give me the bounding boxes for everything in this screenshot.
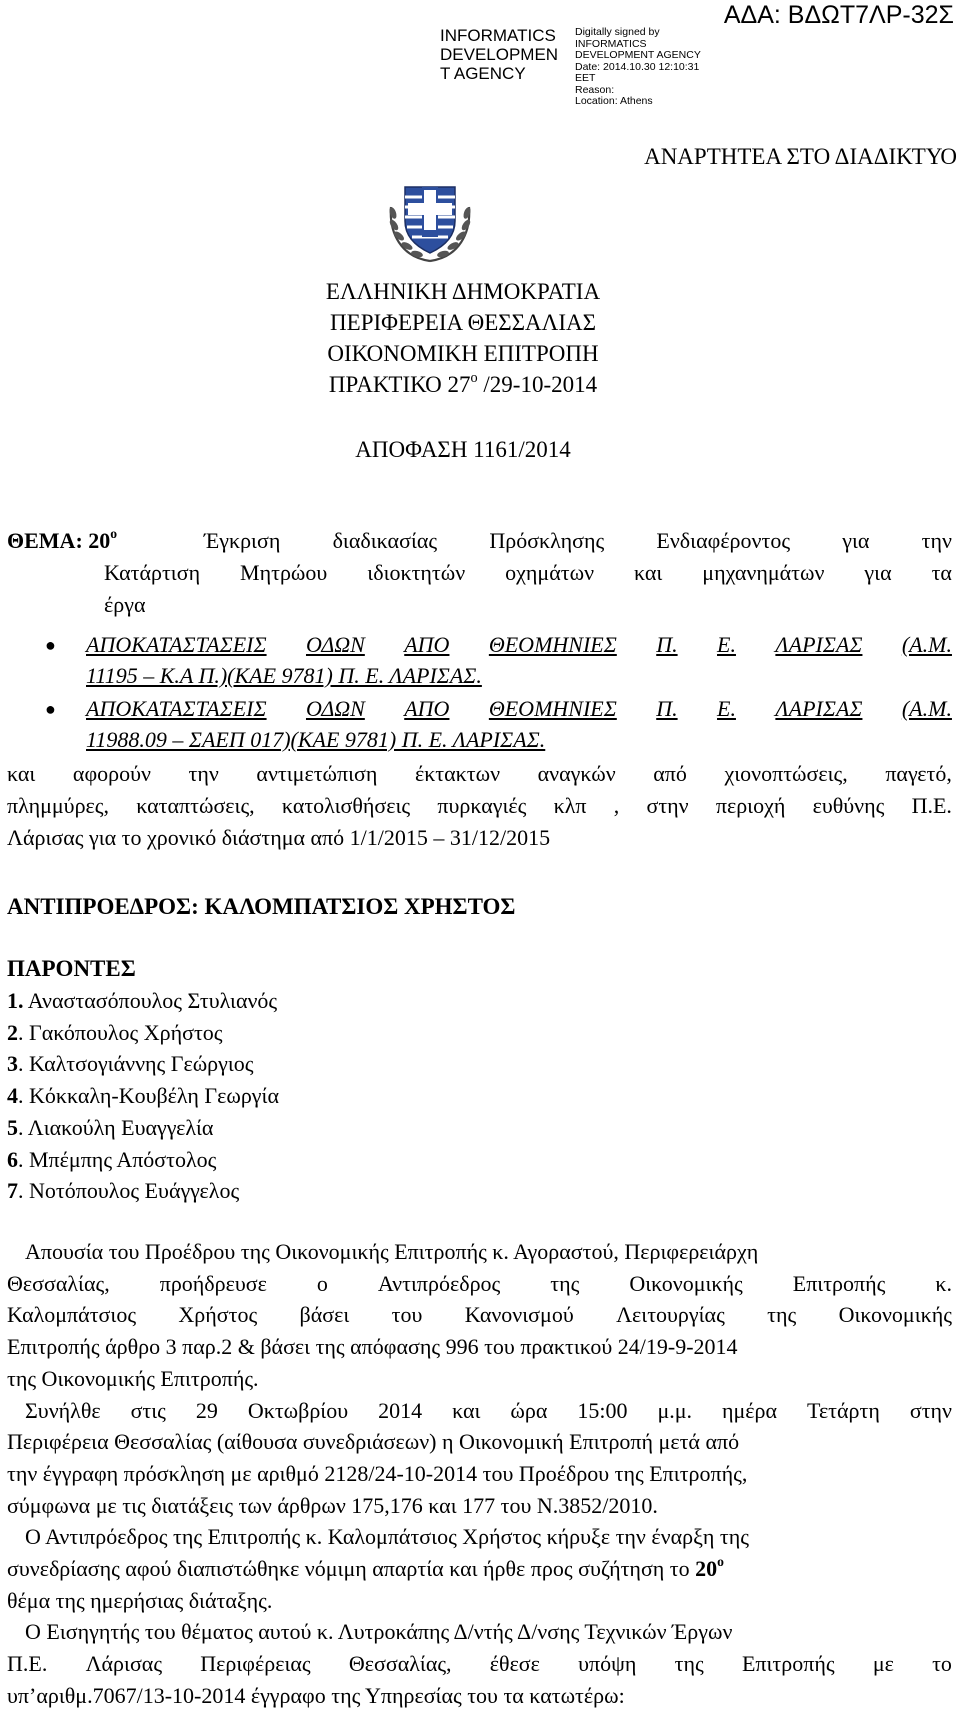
para-word: Περιφέρειας bbox=[200, 1651, 311, 1677]
member-number: 7 bbox=[7, 1178, 18, 1204]
bullet-word: ΑΠΟΚΑΤΑΣΤΑΣΕΙΣ bbox=[86, 696, 267, 721]
concern-word: πλημμύρες, bbox=[7, 793, 109, 818]
project-bullet-2 bbox=[45, 694, 952, 755]
bullet-line-1 bbox=[86, 630, 952, 661]
list-item bbox=[7, 1048, 279, 1080]
para-2-line-3: την έγγραφη πρόσκληση με αριθμό 2128/24-10-2014 του Προέδρου της Επιτροπής, bbox=[7, 1460, 748, 1486]
concern-line-1 bbox=[7, 758, 952, 790]
para-word: ο bbox=[316, 1270, 328, 1296]
signature-agency-line: T AGENCY bbox=[440, 64, 526, 83]
vice-president-heading: ΑΝΤΙΠΡΟΕΔΡΟΣ: ΚΑΛΟΜΠΑΤΣΙΟΣ ΧΡΗΣΤΟΣ bbox=[7, 894, 516, 919]
para-word: 2014 bbox=[378, 1397, 423, 1423]
para-1-line-3 bbox=[7, 1299, 952, 1331]
para-word: έθεσε bbox=[489, 1651, 540, 1677]
para-word: μ.μ. bbox=[657, 1397, 693, 1423]
para-1-line-1: Απουσία του Προέδρου της Οικονομικής Επιτροπής κ. Αγοραστού, Περιφερειάρχη bbox=[25, 1239, 759, 1264]
para-word: και bbox=[452, 1397, 481, 1423]
para-4-line-3: υπ’αριθμ.7067/13-10-2014 έγγραφο της Υπηρεσίας του τα κατωτέρω: bbox=[7, 1682, 625, 1708]
para-word: Οικονομικής bbox=[629, 1270, 743, 1296]
para-word: Π.Ε. bbox=[7, 1651, 48, 1677]
para-1-line-2 bbox=[7, 1268, 952, 1300]
para-word: το bbox=[932, 1651, 952, 1677]
member-number: 5 bbox=[7, 1114, 18, 1140]
present-heading: ΠΑΡΟΝΤΕΣ bbox=[7, 956, 136, 981]
bullet-line-1 bbox=[86, 694, 952, 725]
para-word: 15:00 bbox=[577, 1397, 628, 1423]
subject-line-3: έργα bbox=[104, 591, 146, 617]
list-item bbox=[7, 1080, 279, 1112]
para-word: 29 bbox=[195, 1397, 218, 1423]
para-3-line-3: θέμα της ημερήσιας διάταξης. bbox=[7, 1587, 273, 1613]
concern-word: ευθύνης bbox=[812, 793, 885, 818]
para-4-line-2 bbox=[7, 1648, 952, 1680]
bullet-word: Π. bbox=[656, 632, 678, 657]
concern-word: έκτακτων bbox=[414, 761, 501, 786]
subject-word: οχημάτων bbox=[505, 560, 595, 585]
para-word: Οκτωβρίου bbox=[247, 1397, 349, 1423]
member-number: 6 bbox=[7, 1146, 18, 1172]
bullet-word: Π. bbox=[656, 696, 678, 721]
para-3-line-2 bbox=[7, 1553, 952, 1585]
subject-word: μηχανημάτων bbox=[702, 560, 825, 585]
bullet-word: ΟΔΩΝ bbox=[305, 696, 365, 721]
signature-detail-line: Digitally signed by bbox=[575, 26, 660, 38]
bullet-word: ΛΑΡΙΣΑΣ bbox=[775, 632, 863, 657]
para-word: ώρα bbox=[510, 1397, 548, 1423]
para-word: κ. bbox=[935, 1270, 952, 1296]
concern-word: κλπ bbox=[553, 793, 587, 818]
bullet-word: ΘΕΟΜΗΝΙΕΣ bbox=[488, 632, 617, 657]
member-number: 1. bbox=[7, 988, 24, 1013]
concern-word: αφορούν bbox=[72, 761, 151, 786]
bullet-line-2: 11195 – Κ.Α Π.)(ΚΑΕ 9781) Π. Ε. ΛΑΡΙΣΑΣ. bbox=[86, 662, 482, 688]
member-name: . Λιακούλη Ευαγγελία bbox=[18, 1114, 214, 1140]
para-word: Οικονομικής bbox=[838, 1302, 952, 1328]
member-number: 3 bbox=[7, 1051, 18, 1077]
subject-concern-paragraph bbox=[7, 758, 952, 854]
para-word: Κανονισμού bbox=[464, 1302, 574, 1328]
concern-word: αναγκών bbox=[537, 761, 616, 786]
subject-word: Έγκριση bbox=[204, 528, 281, 553]
para-word: Επιτροπής bbox=[741, 1651, 835, 1677]
para-word: Επιτροπής bbox=[792, 1270, 886, 1296]
para-2-line-4: σύμφωνα με τις διατάξεις των άρθρων 175,176 και 177 του Ν.3852/2010. bbox=[7, 1492, 658, 1518]
concern-line-3: Λάρισας για το χρονικό διάστημα από 1/1/2015 – 31/12/2015 bbox=[7, 825, 551, 850]
para-4-line-1: Ο Εισηγητής του θέματος αυτού κ. Λυτροκάπης Δ/ντής Δ/νσης Τεχνικών Έργων bbox=[25, 1619, 733, 1645]
para-word: με bbox=[872, 1651, 894, 1677]
minutes-suffix: /29-10-2014 bbox=[477, 372, 598, 397]
concern-word: αντιμετώπιση bbox=[256, 761, 378, 786]
para-word: Καλομπάτσιος bbox=[7, 1302, 137, 1328]
signature-detail-line: EET bbox=[575, 72, 596, 84]
concern-word: από bbox=[653, 761, 687, 786]
minutes-prefix: ΠΡΑΚΤΙΚΟ 27 bbox=[328, 372, 471, 397]
bullet-word: ΛΑΡΙΣΑΣ bbox=[775, 696, 863, 721]
bullet-word: ΑΠΟ bbox=[404, 632, 450, 657]
subject-label bbox=[7, 525, 117, 557]
minutes-heading bbox=[0, 369, 926, 400]
bullet-word: ΟΔΩΝ bbox=[305, 632, 365, 657]
para-word: στις bbox=[130, 1397, 166, 1423]
online-posting-note: ΑΝΑΡΤΗΤΕΑ ΣΤΟ ΔΙΑΔΙΚΤΥΟ bbox=[644, 144, 957, 169]
concern-word: και bbox=[7, 761, 36, 786]
minutes-superscript: ο bbox=[470, 369, 478, 386]
member-name: . Καλτσογιάννης Γεώργιος bbox=[18, 1051, 254, 1077]
list-item bbox=[7, 1112, 279, 1144]
topic-number-sup: ο bbox=[717, 1554, 724, 1570]
concern-word: , bbox=[613, 793, 620, 818]
concern-word: την bbox=[188, 761, 219, 786]
signature-agency bbox=[440, 26, 575, 83]
topic-number: 20 bbox=[695, 1556, 718, 1582]
member-name: . Γακόπουλος Χρήστος bbox=[18, 1019, 223, 1045]
subject-word: για bbox=[842, 528, 870, 553]
committee-heading: ΟΙΚΟΝΟΜΙΚΗ ΕΠΙΤΡΟΠΗ bbox=[327, 341, 599, 366]
signature-details bbox=[575, 27, 735, 108]
bullet-line-2: 11988.09 – ΣΑΕΠ 017)(ΚΑΕ 9781) Π. Ε. ΛΑΡΙΣΑΣ. bbox=[86, 726, 546, 752]
para-word: Συνήλθε bbox=[25, 1397, 101, 1423]
para-word: της bbox=[550, 1270, 580, 1296]
subject-word: διαδικασίας bbox=[332, 528, 438, 553]
bullet-word: Ε. bbox=[717, 632, 736, 657]
bullet-word: (Α.Μ. bbox=[901, 632, 952, 657]
member-number: 4 bbox=[7, 1083, 18, 1109]
signature-detail-line: Date: 2014.10.30 12:10:31 bbox=[575, 60, 700, 73]
concern-word: χιονοπτώσεις, bbox=[724, 761, 848, 786]
member-name: Αναστασόπουλος Στυλιανός bbox=[23, 988, 278, 1013]
bullet-word: ΘΕΟΜΗΝΙΕΣ bbox=[488, 696, 617, 721]
concern-word: περιοχή bbox=[715, 793, 786, 818]
para-word: της bbox=[767, 1302, 797, 1328]
para-word: Αντιπρόεδρος bbox=[377, 1270, 501, 1296]
subject-word: Μητρώου bbox=[240, 560, 328, 585]
para-2-line-1 bbox=[7, 1395, 952, 1427]
member-name: . Νοτόπουλος Ευάγγελος bbox=[18, 1178, 240, 1204]
subject-continuation bbox=[104, 557, 952, 620]
bullet-word: ΑΠΟΚΑΤΑΣΤΑΣΕΙΣ bbox=[86, 632, 267, 657]
para-word: του bbox=[391, 1302, 423, 1328]
list-item bbox=[7, 1144, 279, 1176]
para-2-line-2: Περιφέρεια Θεσσαλίας (αίθουσα συνεδριάσεων) η Οικονομική Επιτροπή μετά από bbox=[7, 1429, 740, 1455]
concern-word: καταπτώσεις, bbox=[136, 793, 255, 818]
list-item bbox=[7, 1175, 279, 1207]
region-heading: ΠΕΡΙΦΕΡΕΙΑ ΘΕΣΣΑΛΙΑΣ bbox=[330, 310, 596, 335]
signature-detail-line: INFORMATICS bbox=[575, 37, 647, 50]
subject-title-row bbox=[204, 525, 952, 557]
greek-emblem-icon bbox=[383, 173, 477, 267]
bullet-word: Ε. bbox=[717, 696, 736, 721]
para-word: Λάρισας bbox=[85, 1651, 163, 1677]
state-heading: ΕΛΛΗΝΙΚΗ ΔΗΜΟΚΡΑΤΙΑ bbox=[325, 279, 601, 304]
subject-line-1 bbox=[7, 525, 952, 557]
concern-word: στην bbox=[646, 793, 689, 818]
para-word: της bbox=[674, 1651, 704, 1677]
signature-detail-line: DEVELOPMENT AGENCY bbox=[575, 49, 701, 61]
para-3-line-2-text: συνεδρίασης αφού διαπιστώθηκε νόμιμη απαρτία και ήρθε προς συζήτηση το bbox=[7, 1556, 690, 1582]
member-name: . Μπέμπης Απόστολος bbox=[18, 1146, 217, 1172]
subject-word: την bbox=[921, 528, 952, 553]
subject-line-2 bbox=[104, 557, 952, 589]
subject-word: και bbox=[633, 560, 663, 585]
subject-label-text: ΘΕΜΑ: 20 bbox=[7, 528, 111, 553]
member-number: 2 bbox=[7, 1019, 18, 1045]
signature-detail-line: Reason: bbox=[575, 83, 615, 96]
concern-line-2 bbox=[7, 790, 952, 822]
concern-word: πυρκαγιές bbox=[437, 793, 527, 818]
para-word: Χρήστος bbox=[178, 1302, 258, 1328]
para-word: Λειτουργίας bbox=[616, 1302, 725, 1328]
bullet-dot-icon: ● bbox=[45, 635, 56, 655]
para-3-line-1: Ο Αντιπρόεδρος της Επιτροπής κ. Καλομπάτσιος Χρήστος κήρυξε την έναρξη της bbox=[25, 1524, 749, 1550]
para-word: βάσει bbox=[299, 1302, 350, 1328]
para-1-line-5: της Οικονομικής Επιτροπής. bbox=[7, 1365, 259, 1391]
list-item bbox=[7, 985, 279, 1017]
concern-word: παγετό, bbox=[885, 761, 952, 786]
concern-word: Π.Ε. bbox=[911, 793, 952, 818]
para-word: υπόψη bbox=[578, 1651, 637, 1677]
bullet-word: (Α.Μ. bbox=[901, 696, 952, 721]
bullet-word: ΑΠΟ bbox=[404, 696, 450, 721]
present-members-list bbox=[7, 985, 279, 1207]
subject-word: για bbox=[864, 560, 892, 585]
decision-heading: ΑΠΟΦΑΣΗ 1161/2014 bbox=[355, 437, 571, 462]
member-name: . Κόκκαλη-Κουβέλη Γεωργία bbox=[18, 1083, 279, 1109]
list-item bbox=[7, 1017, 279, 1049]
bullet-dot-icon: ● bbox=[45, 699, 56, 719]
subject-word: Κατάρτιση bbox=[104, 560, 201, 585]
concern-word: κατολισθήσεις bbox=[281, 793, 411, 818]
para-word: Θεσσαλίας, bbox=[348, 1651, 452, 1677]
subject-word: Ενδιαφέροντος bbox=[656, 528, 791, 553]
subject-word: ιδιοκτητών bbox=[367, 560, 466, 585]
para-word: προήδρευσε bbox=[159, 1270, 267, 1296]
subject-label-sup: ο bbox=[110, 526, 118, 542]
subject-word: Πρόσκλησης bbox=[489, 528, 605, 553]
para-word: ημέρα bbox=[722, 1397, 778, 1423]
subject-word: τα bbox=[931, 560, 952, 585]
signature-agency-line: DEVELOPMEN bbox=[440, 45, 559, 64]
project-bullet-1 bbox=[45, 630, 952, 691]
signature-agency-line: INFORMATICS bbox=[440, 26, 556, 45]
para-1-line-4: Επιτροπής άρθρο 3 παρ.2 & βάσει της απόφασης 996 του πρακτικού 24/19-9-2014 bbox=[7, 1334, 738, 1360]
para-word: Θεσσαλίας, bbox=[7, 1270, 110, 1296]
minutes-body bbox=[7, 1236, 952, 1712]
para-word: στην bbox=[909, 1397, 952, 1423]
ada-code: ΑΔΑ: ΒΔΩΤ7ΛΡ-32Σ bbox=[723, 1, 954, 29]
para-word: Τετάρτη bbox=[807, 1397, 880, 1423]
signature-detail-line: Location: Athens bbox=[575, 95, 653, 107]
